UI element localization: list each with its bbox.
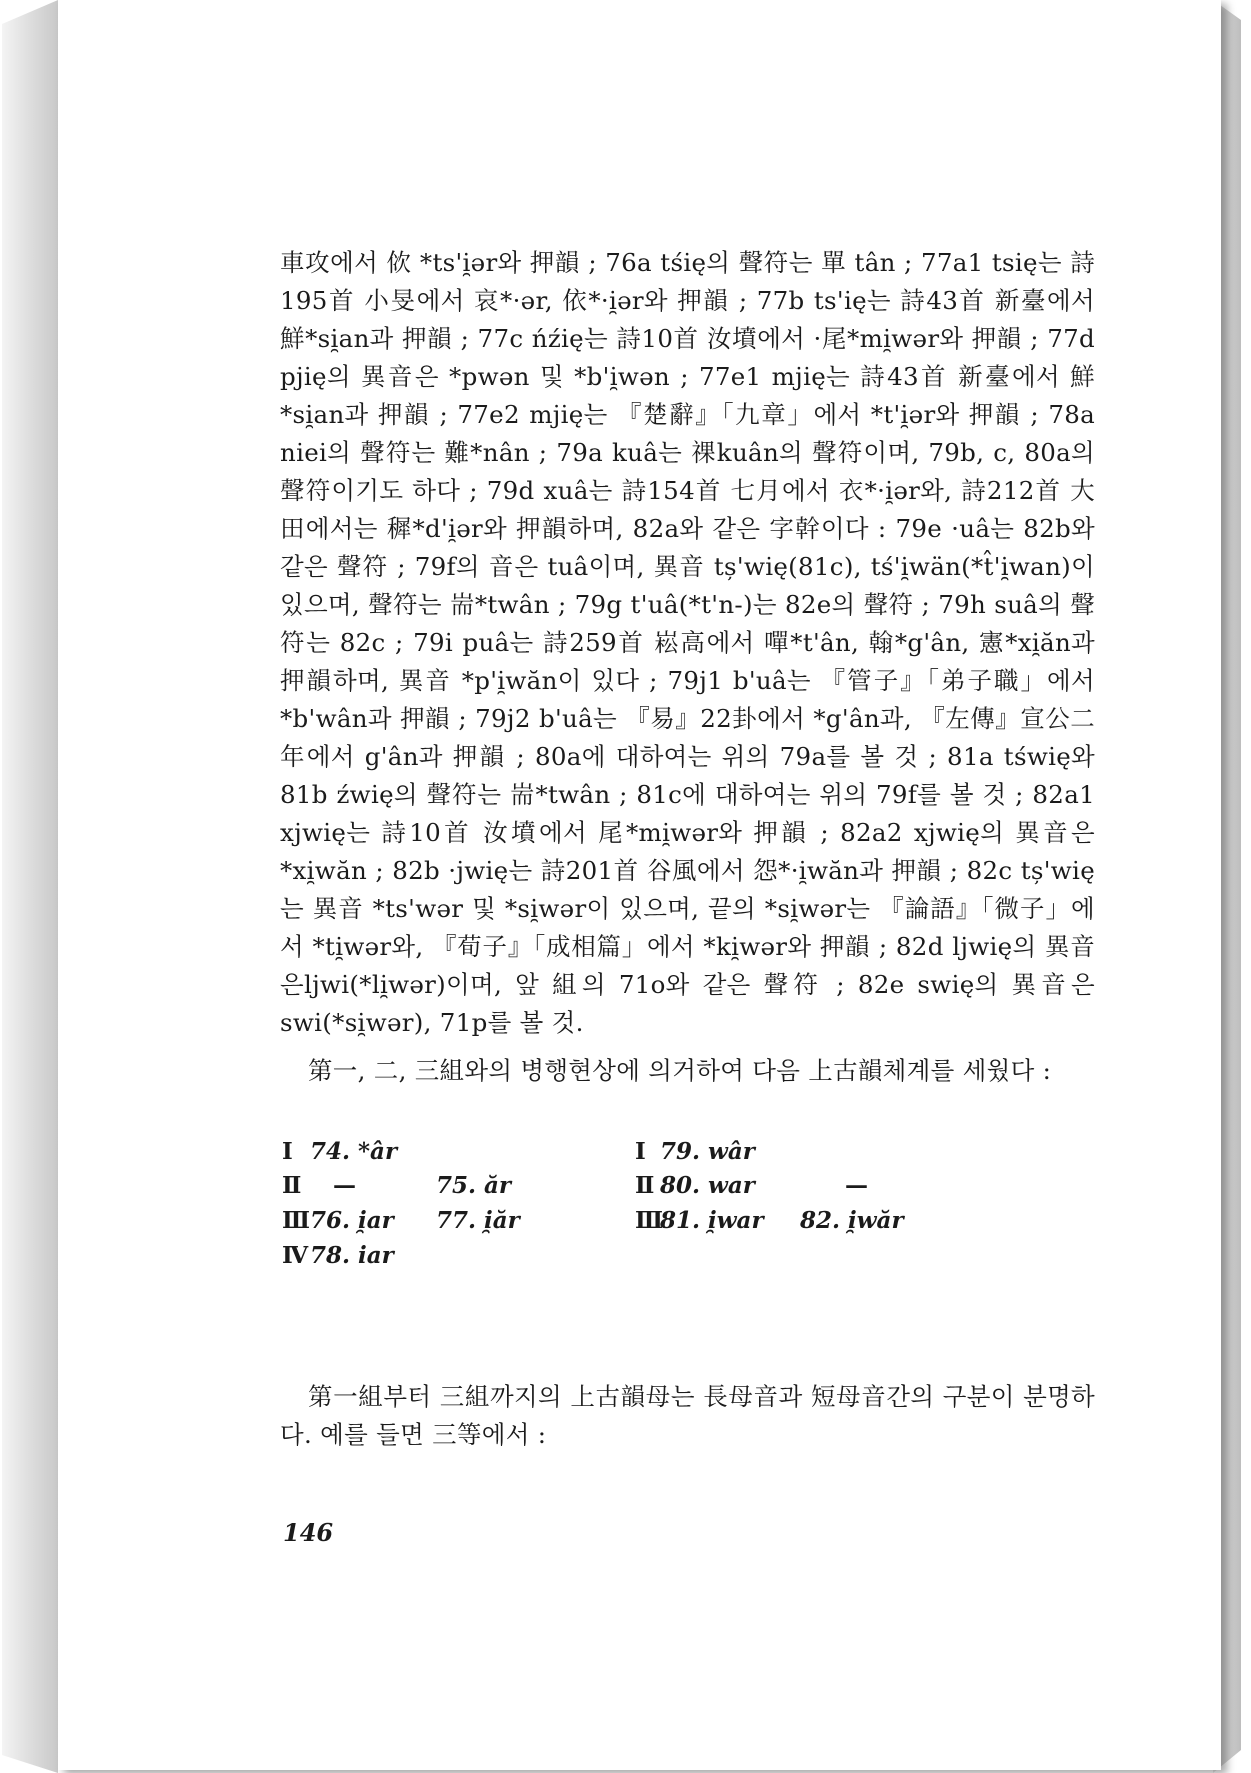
- scheme-row1-left: 74. *âr: [310, 1138, 398, 1165]
- scheme-row3-mid: 77. i̯ăr: [436, 1207, 520, 1234]
- scheme-row2-right-dash: —: [845, 1172, 868, 1199]
- book-spine: [2, 0, 58, 1773]
- scheme-row1-right-numeral: Ⅰ: [635, 1138, 646, 1165]
- scheme-row3-numeral: Ⅲ: [282, 1207, 311, 1234]
- page-content: [280, 244, 1095, 1454]
- scheme-row1-numeral: Ⅰ: [282, 1138, 293, 1165]
- scheme-row3-right2: 82. i̯wăr: [800, 1207, 904, 1234]
- page-number: 146: [283, 1518, 334, 1547]
- body-paragraph-2: 第一, 二, 三組와의 병행현상에 의거하여 다음 上古韻체계를 세웠다 :: [308, 1056, 1052, 1085]
- scheme-row3-right-numeral: Ⅲ: [635, 1207, 664, 1234]
- scheme-row1-right: 79. wâr: [660, 1138, 755, 1165]
- scheme-row2-right-numeral: Ⅱ: [635, 1172, 655, 1199]
- scheme-row4-left: 78. iar: [310, 1242, 394, 1269]
- body-paragraph-3: 第一組부터 三組까지의 上古韻母는 長母音과 短母音간의 구분이 분명하다. 예를 들면 三等에서 :: [280, 1382, 1095, 1449]
- scheme-row4-numeral: Ⅳ: [282, 1242, 309, 1269]
- scheme-row3-right: 81. i̯war: [660, 1207, 764, 1234]
- scheme-row2-numeral: Ⅱ: [282, 1172, 302, 1199]
- scheme-row2-dash: —: [333, 1172, 356, 1199]
- body-paragraph-1: 車攻에서 佽 *ts'i̯ər와 押韻 ; 76a tśię의 聲符는 單 tân ; 77a1 tsię는 詩195首 小旻에서 哀*·ər, 依*·i̯ər와 押韻 ; 77b ts'ię는 詩43首 新臺에서 鮮*si̯an과 押韻 ; 77c ńźię는 詩10首 汝墳에서 ·尾*mi̯wər와 押韻 ; 77d pjię의 異音은 *pwən 및 *b'i̯wən ; 77e1 mjię는 詩43首 新臺에서 鮮*si̯an과 押韻 ; 77e2 mjię는 『楚辭』「九章」에서 *t'i̯ər와 押韻 ; 78a niei의 聲符는 難*nân ; 79a kuâ는 祼kuân의 聲符이며, 79b, c, 80a의 聲符이기도 하다 ; 79d xuâ는 詩154首 七月에서 衣*·i̯ər와, 詩212首 大田에서는 穉*d'i̯ər와 押韻하며, 82a와 같은 字幹이다 : 79e ·uâ는 82b와 같은 聲符 ; 79f의 音은 tuâ이며, 異音 tș'wię(81c), tś'i̯wän(*t̂'i̯wan)이 있으며, 聲符는 耑*twân ; 79g t'uâ(*t'n-)는 82e의 聲符 ; 79h suâ의 聲符는 82c ; 79i puâ는 詩259首 崧高에서 嘽*t'ân, 翰*g'ân, 憲*xi̯ăn과 押韻하며, 異音 *p'i̯wăn이 있다 ; 79j1 b'uâ는 『管子』「弟子職」에서 *b'wân과 押韻 ; 79j2 b'uâ는 『易』22卦에서 *g'ân과, 『左傳』宣公二年에서 g'ân과 押韻 ; 80a에 대하여는 위의 79a를 볼 것 ; 81a tświę와 81b źwię의 聲符는 耑*twân ; 81c에 대하여는 위의 79f를 볼 것 ; 82a1 xjwię는 詩10首 汝墳에서 尾*mi̯wər와 押韻 ; 82a2 xjwię의 異音은 *xi̯wăn ; 82b ·jwię는 詩201首 谷風에서 怨*·i̯wăn과 押韻 ; 82c tș'wię는 異音 *ts'wər 및 *si̯wər이 있으며, 끝의 *si̯wər는 『論語』「微子」에서 *ti̯wər와, 『荀子』「成相篇」에서 *ki̯wər와 押韻 ; 82d ljwię의 異音은ljwi(*li̯wər)이며, 앞 組의 71o와 같은 聲符 ; 82e swię의 異音은 swi(*si̯wər), 71p를 볼 것.: [280, 248, 1095, 1037]
- rhyme-scheme-table: [280, 1138, 1095, 1318]
- scheme-row3-left: 76. i̯ar: [310, 1207, 394, 1234]
- scheme-row2-mid: 75. ăr: [436, 1172, 512, 1199]
- scheme-row2-right: 80. war: [660, 1172, 755, 1199]
